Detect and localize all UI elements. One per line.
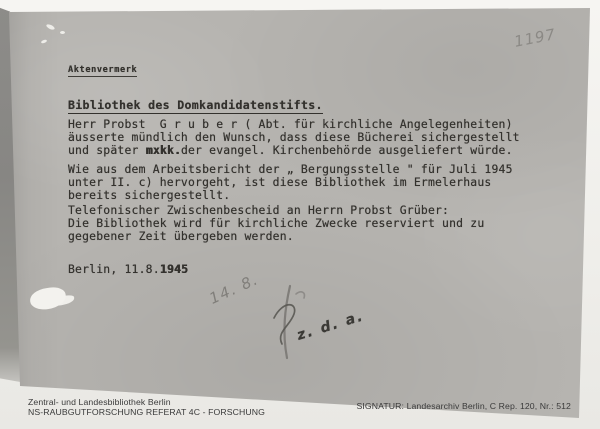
text-line: bereits sichergestellt. [68,187,231,202]
footer-institution: Zentral- und Landesbibliothek Berlin [28,397,171,407]
footer-attribution [28,397,265,418]
text-segment: der evangel. Kirchenbehörde ausgeliefert würde. [180,142,513,157]
text-line: unter II. c) hervorgeht, ist diese Bibliothek im Ermelerhaus [68,174,492,189]
text-line: Die Bibliothek wird für kirchliche Zwecke reserviert und zu [68,215,485,230]
text-line: Wie aus dem Arbeitsbericht der „ Bergungsstelle " für Juli 1945 [68,162,513,176]
paragraph [68,163,513,201]
overstruck-text: mxkk. [145,142,181,157]
text-segment: und später [68,142,146,157]
paper-speck [60,31,65,34]
text-line: Telefonischer Zwischenbescheid an Herrn Probst Grüber: [68,203,450,217]
footer-department: NS-RAUBGUTFORSCHUNG REFERAT 4C - FORSCHUNG [28,407,266,418]
text-line [68,144,520,157]
text-line: Herr Probst G r u b e r ( Abt. für kirchliche Angelegenheiten) [68,117,513,131]
handwritten-date-note: 14. 8. [206,270,262,308]
footer-signatur: SIGNATUR: Landesarchiv Berlin, C Rep. 120, Nr.: 512 [356,401,571,411]
dateline-year: 1945 [159,262,188,276]
text-line: gegebener Zeit übergeben werden. [68,228,294,243]
text-line: äusserte mündlich den Wunsch, dass diese Bücherei sichergestellt [68,129,520,144]
paragraph [68,118,520,156]
handwritten-page-number: 1197 [512,25,558,51]
document-subject: Bibliothek des Domkandidatenstifts. [68,98,323,112]
dateline [68,262,188,276]
paragraph [68,204,484,242]
handwritten-filing-note: z. d. a. [295,308,367,344]
dateline-text: Berlin, 11.8. [68,262,160,276]
document-heading: Aktenvermerk [68,65,138,75]
